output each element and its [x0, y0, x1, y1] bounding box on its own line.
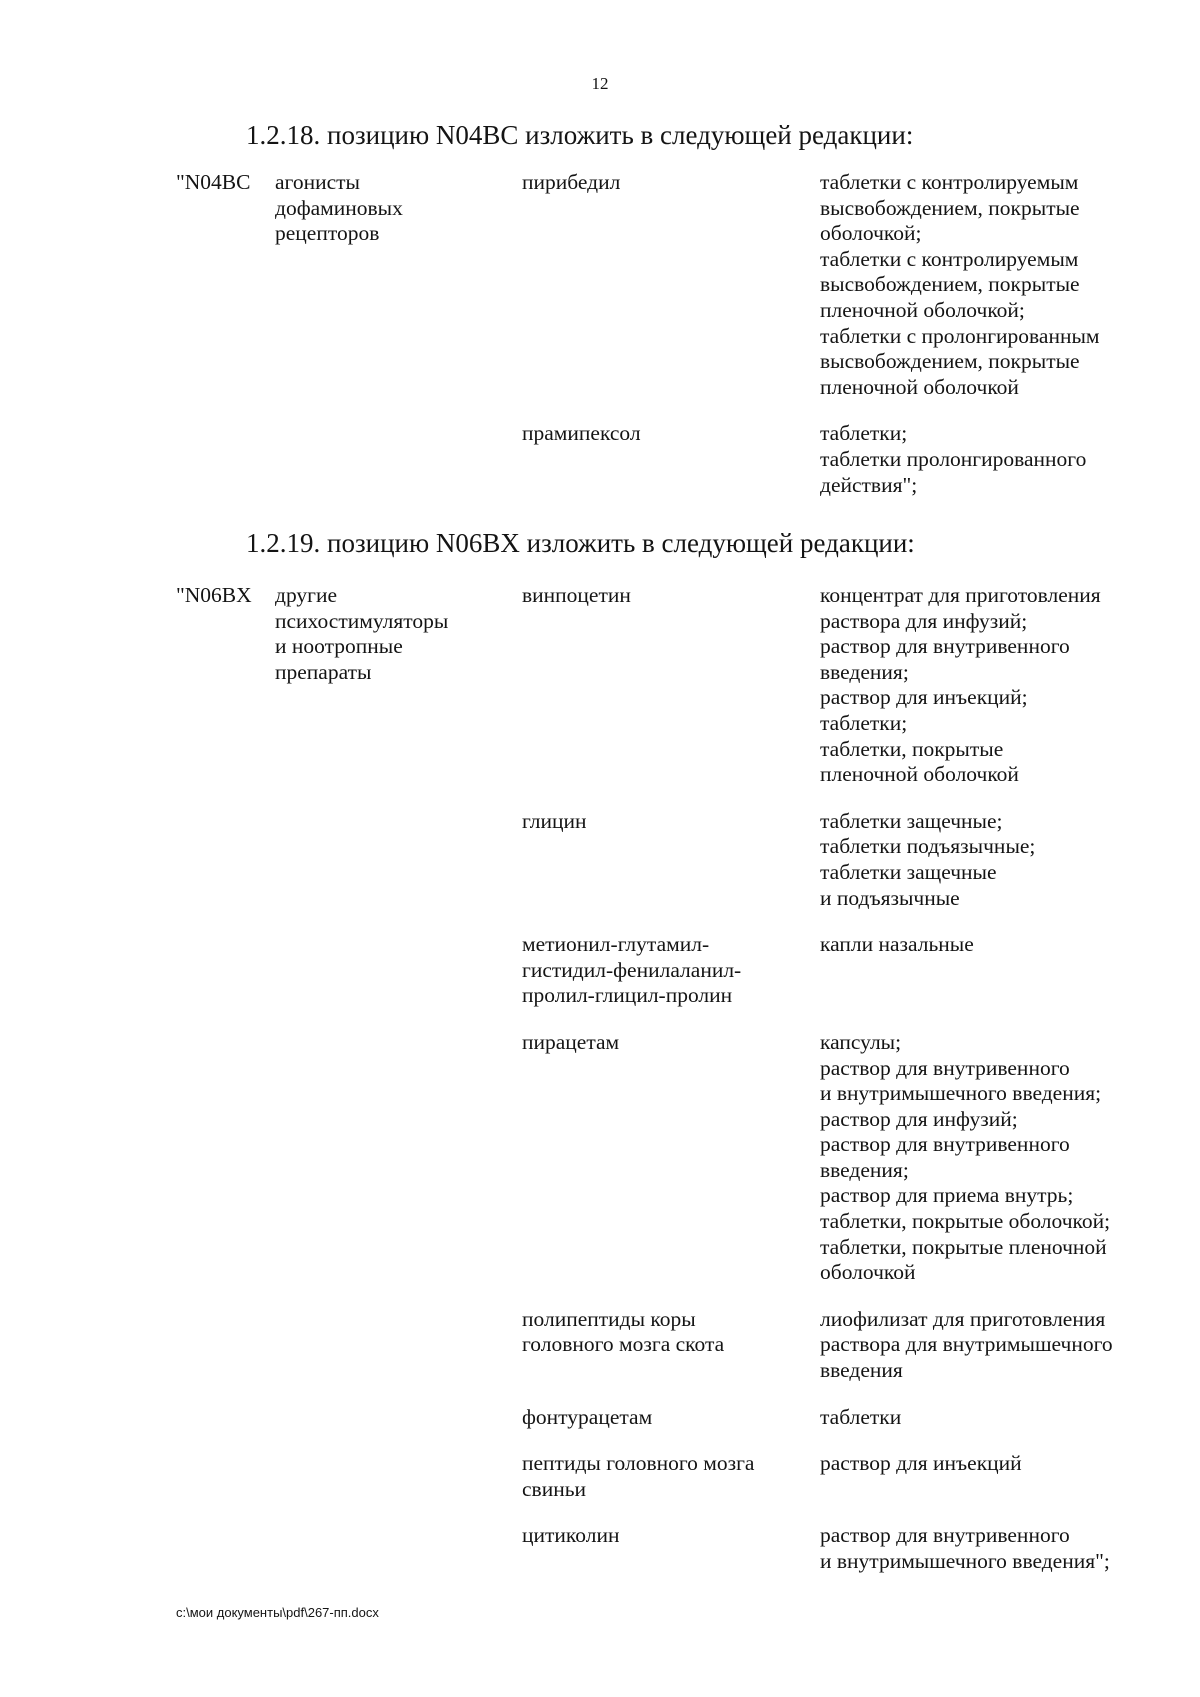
dosage-forms [820, 170, 1166, 400]
table-row [176, 583, 1166, 1575]
drug-list [522, 170, 1166, 498]
group-line: рецепторов [275, 221, 380, 246]
dosage-form-line: и внутримышечного введения"; [820, 1549, 1110, 1573]
drug-row [522, 1523, 1166, 1574]
dosage-form-line: действия"; [820, 472, 918, 497]
dosage-form-line: оболочкой [820, 1260, 916, 1285]
dosage-form-line: таблетки [820, 1404, 902, 1429]
section-heading-1-2-18: 1.2.18. позицию N04BC изложить в следующей редакции: [246, 120, 914, 150]
drug-name-line: цитиколин [522, 1523, 620, 1548]
dosage-form-line: и внутримышечного введения; [820, 1081, 1102, 1106]
dosage-form-line: пленочной оболочкой [820, 762, 1019, 787]
footer-file-path: c:\мои документы\pdf\267-пп.docx [176, 1605, 379, 1620]
dosage-forms [820, 421, 1166, 498]
drug-name-line: прамипексол [522, 421, 641, 446]
drug-row [522, 1030, 1166, 1286]
dosage-form-line: таблетки, покрытые [820, 736, 1004, 761]
dosage-form-line: раствора для внутримышечного [820, 1332, 1113, 1357]
drug-row [522, 1405, 1166, 1431]
page-number: 12 [591, 74, 609, 93]
dosage-form-line: высвобождением, покрытые [820, 195, 1080, 220]
atc-code: "N06BX [176, 583, 252, 607]
drug-name-line: пептиды головного мозга [522, 1451, 755, 1476]
dosage-form-line: концентрат для приготовления [820, 583, 1101, 607]
drug-name [522, 1307, 820, 1358]
group-line: дофаминовых [275, 195, 403, 220]
drug-name-line: гистидил-фенилаланил- [522, 957, 742, 982]
drug-row [522, 1307, 1166, 1384]
dosage-form-line: раствора для инфузий; [820, 608, 1028, 633]
group-line: психостимуляторы [275, 608, 449, 633]
drug-row [522, 932, 1166, 1009]
drug-name [522, 1523, 820, 1549]
drug-name-line: пирибедил [522, 170, 621, 194]
dosage-form-line: введения; [820, 659, 909, 684]
dosage-form-line: таблетки; [820, 710, 908, 735]
section-heading-1-2-19: 1.2.19. позицию N06BX изложить в следующей редакции: [246, 528, 915, 558]
dosage-form-line: высвобождением, покрытые [820, 349, 1080, 374]
drug-row [522, 1451, 1166, 1502]
drug-name-line: винпоцетин [522, 583, 631, 607]
position-table-n06bx [176, 583, 1166, 1575]
dosage-forms [820, 1030, 1166, 1286]
dosage-form-line: таблетки подъязычные; [820, 834, 1036, 859]
dosage-form-line: оболочкой; [820, 221, 922, 246]
dosage-form-line: раствор для инъекций [820, 1451, 1022, 1476]
drug-name-line: свиньи [522, 1476, 587, 1501]
drug-name [522, 932, 820, 1009]
group-line: препараты [275, 659, 372, 684]
dosage-form-line: раствор для внутривенного [820, 634, 1070, 659]
dosage-form-line: капли назальные [820, 932, 974, 957]
dosage-form-line: таблетки с контролируемым [820, 246, 1079, 271]
drug-name-line: метионил-глутамил- [522, 932, 710, 957]
dosage-form-line: раствор для инфузий; [820, 1106, 1018, 1131]
dosage-forms [820, 1307, 1166, 1384]
drug-name-line: полипептиды коры [522, 1306, 696, 1331]
dosage-form-line: таблетки защечные [820, 859, 997, 884]
drug-name [522, 1451, 820, 1502]
drug-row [522, 583, 1166, 788]
drug-name [522, 421, 820, 447]
dosage-forms [820, 1451, 1166, 1477]
dosage-form-line: таблетки с контролируемым [820, 170, 1079, 194]
dosage-form-line: лиофилизат для приготовления [820, 1306, 1106, 1331]
position-table-n04bc [176, 170, 1166, 498]
dosage-form-line: пленочной оболочкой [820, 374, 1019, 399]
atc-code: "N04BC [176, 170, 251, 194]
drug-name [522, 1405, 820, 1431]
dosage-form-line: таблетки, покрытые оболочкой; [820, 1209, 1111, 1234]
dosage-form-line: раствор для внутривенного [820, 1523, 1070, 1548]
dosage-form-line: таблетки пролонгированного [820, 446, 1087, 471]
dosage-form-line: высвобождением, покрытые [820, 272, 1080, 297]
dosage-form-line: раствор для внутривенного [820, 1132, 1070, 1157]
dosage-form-line: таблетки, покрытые пленочной [820, 1234, 1107, 1259]
drug-name-line: пирацетам [522, 1029, 620, 1054]
dosage-form-line: раствор для инъекций; [820, 685, 1028, 710]
dosage-form-line: раствор для внутривенного [820, 1055, 1070, 1080]
pharmacological-group [275, 583, 522, 685]
dosage-forms [820, 1523, 1166, 1574]
dosage-form-line: и подъязычные [820, 885, 960, 910]
drug-name-line: глицин [522, 808, 587, 833]
pharmacological-group [275, 170, 522, 247]
group-line: другие [275, 583, 338, 607]
dosage-form-line: раствор для приема внутрь; [820, 1183, 1074, 1208]
dosage-forms [820, 809, 1166, 911]
drug-row [522, 421, 1166, 498]
group-line: агонисты [275, 170, 360, 194]
dosage-forms [820, 1405, 1166, 1431]
dosage-form-line: капсулы; [820, 1029, 902, 1054]
group-line: и ноотропные [275, 634, 403, 659]
dosage-form-line: таблетки защечные; [820, 808, 1003, 833]
dosage-form-line: пленочной оболочкой; [820, 297, 1025, 322]
drug-name [522, 583, 820, 609]
drug-row [522, 809, 1166, 911]
drug-row [522, 170, 1166, 400]
dosage-form-line: таблетки; [820, 421, 908, 446]
dosage-form-line: таблетки с пролонгированным [820, 323, 1100, 348]
drug-name-line: фонтурацетам [522, 1404, 653, 1429]
drug-name [522, 1030, 820, 1056]
drug-name-line: головного мозга скота [522, 1332, 725, 1357]
dosage-form-line: введения [820, 1358, 903, 1383]
dosage-form-line: введения; [820, 1157, 909, 1182]
dosage-forms [820, 583, 1166, 788]
table-row [176, 170, 1166, 498]
drug-name [522, 809, 820, 835]
drug-list [522, 583, 1166, 1575]
dosage-forms [820, 932, 1166, 958]
drug-name-line: пролил-глицил-пролин [522, 983, 733, 1008]
drug-name [522, 170, 820, 196]
